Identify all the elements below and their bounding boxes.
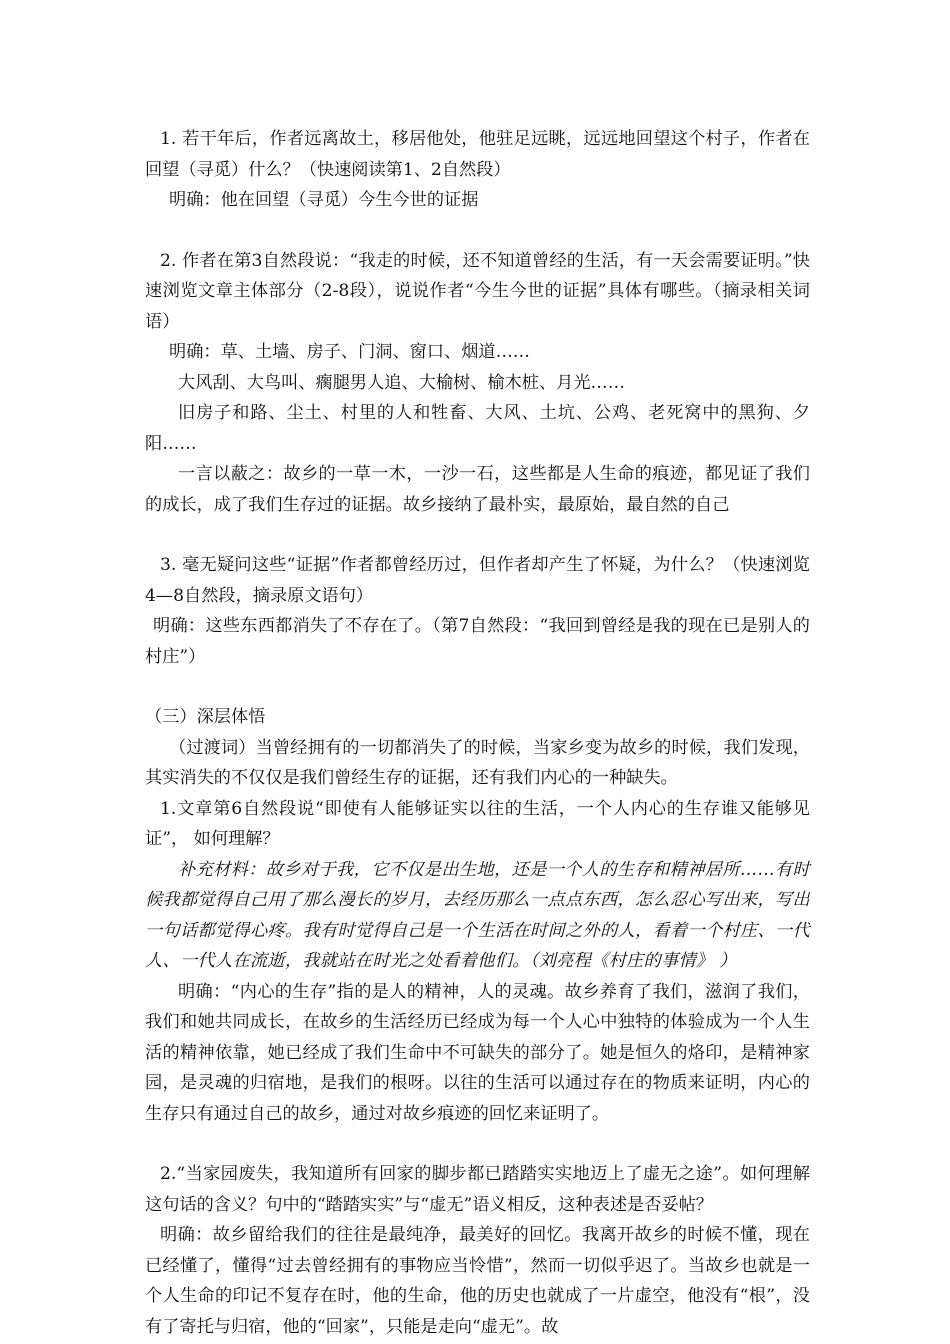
s1-supplement: 补充材料：故乡对于我，它不仅是出生地，还是一个人的生存和精神居所……有时候我都觉得自己用了那么漫长的岁月，去经历那么一点点东西，怎么忍心写出来，写出一句话都觉得心疼。我有时觉得自己是一个生活在时间之外的人，看着一个村庄、一代人、一代人在流逝，我就站在时光之处看着他们。（刘亮程《村庄的事情》 ） xyxy=(145,859,810,971)
q3-question: 3. 毫无疑问这些“证据”作者都曾经历过，但作者却产生了怀疑，为什么？（快速浏览4—8自然段，摘录原文语句） xyxy=(145,555,810,606)
spacer xyxy=(145,520,810,550)
s1-question: 1.文章第6自然段说“即使有人能够证实以往的生活，一个人内心的生存谁又能够见证”， 如何理解？ xyxy=(145,798,810,849)
q1-question: 1. 若干年后，作者远离故土，移居他处，他驻足远眺，远远地回望这个村子，作者在回望（寻觅）什么？（快速阅读第1、2自然段） xyxy=(145,129,810,180)
q1-answer: 明确：他在回望（寻觅）今生今世的证据 xyxy=(169,190,479,210)
s2-question: 2.“当家园废失，我知道所有回家的脚步都已踏踏实实地迈上了虚无之途”。如何理解这句话的含义？句中的“踏踏实实”与“虚无”语义相反，这种表述是否妥帖？ xyxy=(145,1164,810,1215)
q2-answer-line2: 大风刮、大鸟叫、瘸腿男人追、大榆树、榆木桩、月光…… xyxy=(178,372,625,393)
q2-answer-line3: 旧房子和路、尘土、村里的人和牲畜、大风、土坑、公鸡、老死窝中的黑狗、夕阳…… xyxy=(145,403,810,454)
section3-heading: （三）深层体悟 xyxy=(145,707,266,727)
s1-answer: 明确：“内心的生存”指的是人的精神，人的灵魂。故乡养育了我们，滋润了我们，我们和她共同成长，在故乡的生活经历已经成为每一个人心中独特的体验成为一个人生活的精神依靠，她已经成了我们生命中不可缺失的部分了。她是恒久的烙印，是精神家园，是灵魂的归宿地，是我们的根呀。以往的生活可以通过存在的物质来证明，内心的生存只有通过自己的故乡，通过对故乡痕迹的回忆来证明了。 xyxy=(145,981,810,1124)
s2-answer: 明确：故乡留给我们的往往是最纯净，最美好的回忆。我离开故乡的时候不懂，现在已经懂了，懂得“过去曾经拥有的事物应当怜惜”，然而一切似乎迟了。当故乡也就是一个人生命的印记不复存在时，他的生命，他的历史也就成了一片虚空，他没有“根”，没有了寄托与归宿，他的“回家”，只能是走向“虚无”。故 xyxy=(145,1225,810,1337)
document-page xyxy=(145,124,810,1342)
q3-answer: 明确：这些东西都消失了不存在了。（第7自然段：“我回到曾经是我的现在已是别人的村庄”） xyxy=(145,616,810,667)
spacer xyxy=(145,1129,810,1159)
section3-transition: （过渡词）当曾经拥有的一切都消失了的时候，当家乡变为故乡的时候，我们发现，其实消失的不仅仅是我们曾经生存的证据，还有我们内心的一种缺失。 xyxy=(145,737,810,788)
spacer xyxy=(145,672,810,702)
q2-summary: 一言以蔽之：故乡的一草一木，一沙一石，这些都是人生命的痕迹，都见证了我们的成长，成了我们生存过的证据。故乡接纳了最朴实，最原始，最自然的自己 xyxy=(145,464,810,515)
spacer xyxy=(145,216,810,246)
q2-answer-line1: 明确：草、土墙、房子、门洞、窗口、烟道…… xyxy=(169,342,530,362)
q2-question: 2. 作者在第3自然段说：“我走的时候，还不知道曾经的生活，有一天会需要证明。”快速浏览文章主体部分（2-8段），说说作者“今生今世的证据”具体有哪些。（摘录相关词语） xyxy=(145,250,810,332)
